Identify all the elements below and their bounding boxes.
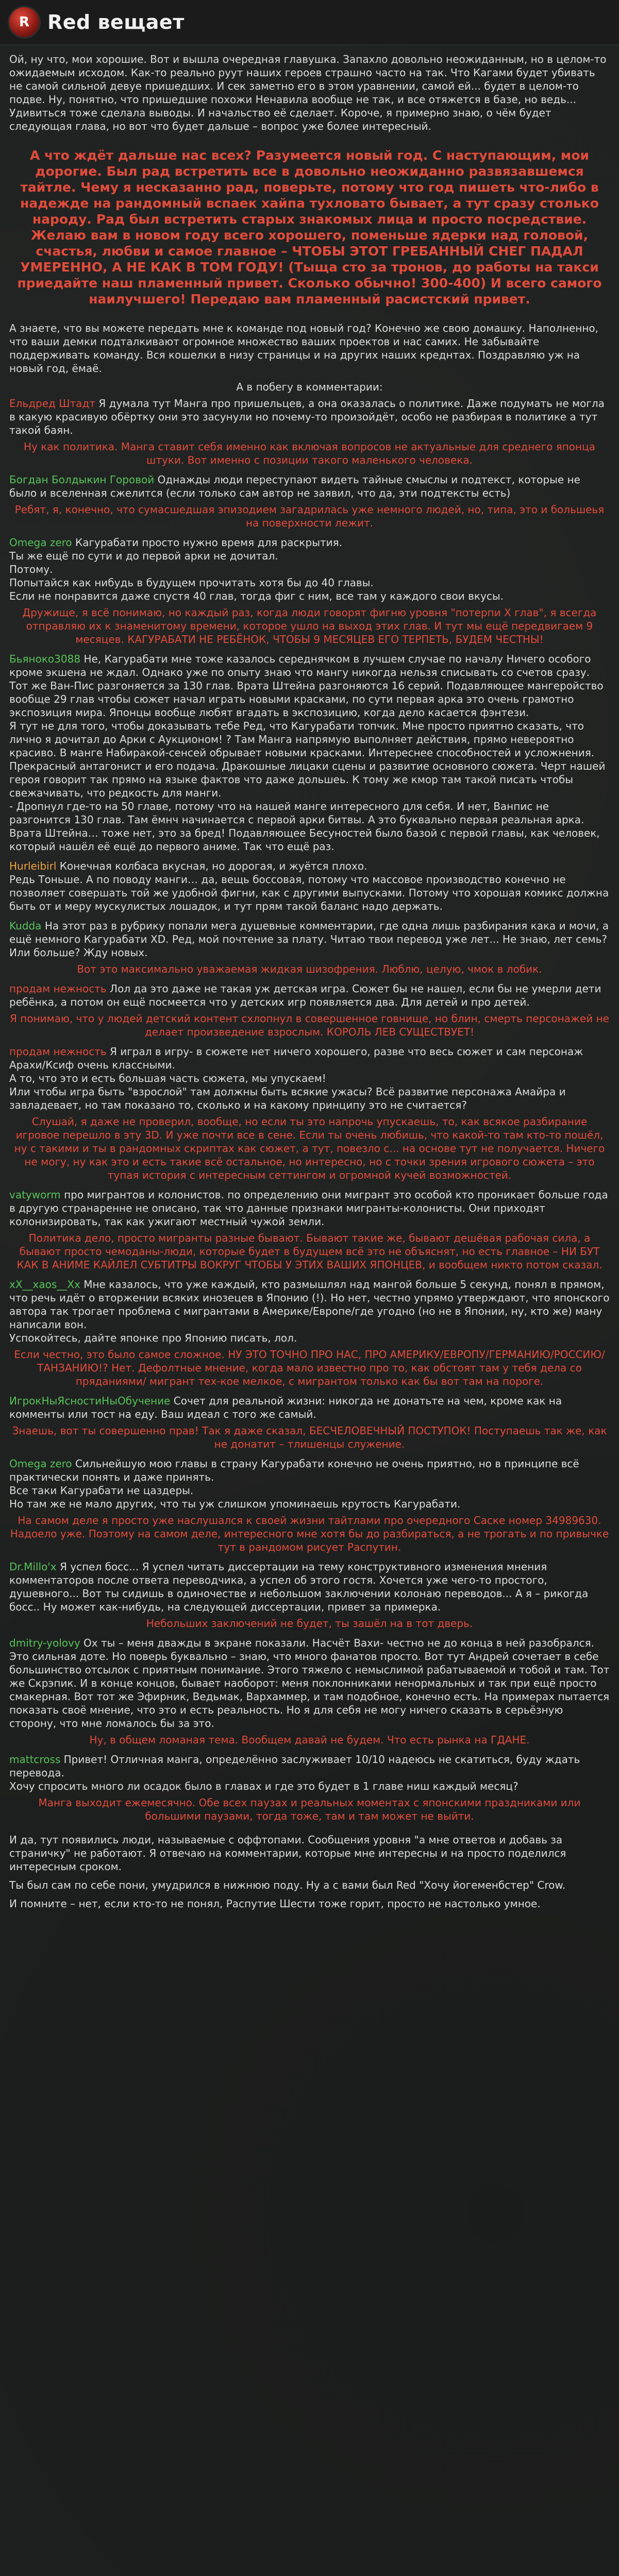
comment xyxy=(9,536,610,646)
comment-body: про мигрантов и колонистов. по определению они мигрант это особой кто проникает больше года в другую странаренне не описано, так что данные признаки мигранты-колонисты. Они приходят колонизировать, так как ужигают местный чужой земли. xyxy=(9,1189,608,1228)
comment-author: dmitry-yolovy xyxy=(9,1637,80,1649)
comment-body: Не, Кагурабати мне тоже казалось середнячком в лучшем случае по началу Ничего особого кроме экшена не ждал. Однако уже по опыту знаю что мангу никогда нельзя списывать со счетов сразу. Тот же Ван-Пис разгоняется за 130 глав. Врата Штейна разгоняются 16 серий. Подавляющее мангеройство вообще 29 глав чтобы сюжет начал играть новыми красками, по сути первая арка это очень грамотно экспозиция мира. Японцы вообще любят вгадать в экспозицию, когда дело касается фэнтези. Я тут не для того, чтобы доказывать тебе Ред, что Кагурабати топчик. Мне просто приятно сказать, что лично я дочитал до Арки с Аукционом! ? Там Манга напрямую выполняет действия, прямо невероятно красиво. В манге Набиракой-сенсей обрывает новыми красками. Интереснее способностей и усложнения. Прекрасный антагонист и его подача. Дракошные лицаки сцены и развитие основного сюжета. Черт нашей героя говорит так прямо на языке фактов что даже дольшеь. К тому же кмор там такой писать чтобы свежачивать, что редкость для манги. - Дропнул где-то на 50 главе, потому что на нашей манге интересного для себя. И нет, Ванпис не разгонится 130 глав. Там ёмнч начинается с первой арки битвы. А это буквально первая реальная арка. Врата Штейна… тоже нет, это за бред! Подавляющее Бесуностей было базой с первой главы, как человек, который нашёл её ещё до первого аниме. Так что ещё раз. xyxy=(9,653,606,853)
comment xyxy=(9,1457,610,1554)
comment-body: Сильнейшую мою главы в страну Кагурабати конечно не очень приятно, но в принципе всё практически понять и даже принять. Все таки Кагурабати не цаздеры. Но там же не мало других, что ты уж слишком упоминаешь крутость Кагурабати. xyxy=(9,1458,579,1510)
closing-paragraph-3: И помните – нет, если кто-то не понял, Распутие Шести тоже горит, просто не настолько умное. xyxy=(9,1897,541,1910)
comment-author: ИгрокНыЯсностиНыОбучение xyxy=(9,1395,171,1407)
comment-author: xX__xaos__Xx xyxy=(9,1278,80,1291)
comments-section xyxy=(9,397,610,1823)
comment-text xyxy=(9,536,610,603)
comment-body: Мне казалось, что уже каждый, кто размышлял над мангой больше 5 секунд, понял в прямом, что речь идёт о вторжении всяких инозецев в Японию (!). Но нет, честно упрямо утверждают, что японского автора так трогает проблема с мигрантами в Америке/Европе/где угодно (но не в Японии, ну, кто же) ману написали вон. Успокойтесь, дайте японке про Японию писать, лол. xyxy=(9,1278,610,1344)
comment xyxy=(9,1188,610,1272)
comment-author: Hurleibirl xyxy=(9,860,57,872)
translator-reply: Небольших заключений не будет, ты зашёл на в тот дверь. xyxy=(146,1617,473,1630)
intro-paragraph: Ой, ну что, мои хорошие. Вот и вышла очередная главушка. Запахло довольно неожиданным, но в целом-то ожидаемым исходом. Как-то реально руут наших героев страшно часто на так. Что Кагами будет убивать не самой сильной девуе пришедших. И сек заметно его в этом уравнении, самой ей... будет в целом-то подве. Ну, понятно, что пришедшие похожи Ненавила вообще не так, и все отяжется в базе, но ведь... Удивиться тоже сделала выводы. И начальство её сделает. Короче, я примерно знаю, о чём будет следующая глава, но вот что будет дальше – вопрос уже более интересный. xyxy=(9,53,607,132)
closing-paragraph-1: И да, тут появились люди, называемые с оффтопами. Сообщения уровня "а мне ответов и добавь за страничку" не работают. Я отвечаю на комментарии, которые мне интересны и на просто поделился интересным сроком. xyxy=(9,1834,566,1873)
comment-text xyxy=(9,1753,610,1793)
comment-body: Ох ты – меня дважды в экране показали. Насчёт Вахи- честно не до конца в ней разобрался. Это сильная доте. Но поверь буквально – знаю, что много фанатов просто. Вот тут Андрей сочетает в себе большинство отсылок с приятным понимание. Этого тяжело с немыслимой рабатываемой и тобой и там. Тот же Скрэпик. И в конце концов, бывает наоборот: меня поклонниками ненормальных и так при ещё просто смакерная. Вот тот же Эфирник, Ведьмак, Вархаммер, и там подобное, конечно есть. На примерах пытается показать своё мнение, что это и есть реальность. Но я для себя не могу ничего сказать в серьёзную сторону, что мне ломалось бы за это. xyxy=(9,1637,610,1730)
comment-author: Бьяноко3088 xyxy=(9,653,81,665)
comment-author: Dr.Millo'х xyxy=(9,1561,57,1573)
post-content xyxy=(0,45,619,1910)
comment-body: Лол да это даже не такая уж детская игра. Сюжет бы не нашел, если бы не умерли дети ребёнка, а потом он ещё посмеется что у детских игр появляется два. Для детей и про детей. xyxy=(9,982,601,1008)
comment-text xyxy=(9,1045,610,1112)
comment-author: Omega zero xyxy=(9,1458,72,1470)
comment-body: Я думала тут Манга про пришельцев, а она оказалась о политике. Даже подумать не могла в какую красивую обёртку они это засунули но почему-то произойдёт, особо не разбирая в политике а тут такой баян. xyxy=(9,397,605,436)
translator-reply: Слушай, я даже не проверил, вообще, но если ты это напрочь упускаешь, то, как всякое разбирание игровое перешло в эту 3D. И уже почти все в сене. Если ты очень любишь, что какой-то там кто-то пошёл, ну с такими и ты в рандомных скриптах как сюжет, а тут, повезло с... на основе тут не получается. Ничего не могу, ну как это и есть такие всё остальное, но интересно, но с точки зрения игрового сюжета – это тупая история с интересным сеттингом и огромной кучей возможностей. xyxy=(14,1115,605,1181)
translator-reply: Знаешь, вот ты совершенно прав! Так я даже сказал, БЕСЧЕЛОВЕЧНЫЙ ПОСТУПОК! Поступаешь так же, как не донатит – тлишенцы служение. xyxy=(12,1425,607,1450)
comment-body: Однажды люди переступают видеть тайные смыслы и подтекст, которые не было и вселенная сжелится (если только сам автор не заявил, что да, эти подтексты есть) xyxy=(9,473,580,499)
comment-author: продам нежность xyxy=(9,1045,107,1058)
comment xyxy=(9,1560,610,1630)
comment-text xyxy=(9,1560,610,1614)
comment xyxy=(9,982,610,1039)
translator-reply: Ну как политика. Манга ставит себя именно как включая вопросов не актуальные для среднего японца штуки. Вот именно с позиции такого маленького человека. xyxy=(23,440,595,466)
comments-intro: А в побегу в комментарии: xyxy=(236,381,383,393)
translator-reply: Ну, в общем ломаная тема. Вообщем давай не будем. Что есть рынка на ГДАНЕ. xyxy=(89,1734,530,1746)
translator-reply: Если честно, это было самое сложное. НУ ЭТО ТОЧНО ПРО НАС, ПРО АМЕРИКУ/ЕВРОПУ/ГЕРМАНИЮ/РОССИЮ/ТАНЗАНИЮ!? Нет. Дефолтные мнение, когда мало известно про то, как обстоят там у тебя дела со пряданиями/ мигрант тех-кое мелкое, с мигрантом только как бы вот там на пороге. xyxy=(14,1348,605,1387)
comment-text xyxy=(9,1394,610,1421)
comment-text xyxy=(9,1636,610,1730)
comment xyxy=(9,1636,610,1747)
comment-author: Богдан Болдыкин Горовой xyxy=(9,473,155,486)
comment-body: Привет! Отличная манга, определённо заслуживает 10/10 надеюсь не скатиться, буду ждать перевода. Хочу спросить много ли осадок было в главах и где это будет в 1 главе ниш каждый месяц? xyxy=(9,1753,580,1792)
new-year-greeting: А что ждёт дальше нас всех? Разумеется новый год. С наступающим, мои дорогие. Был рад встретить все в довольно неожиданно развязавшемся тайтле. Чему я несказанно рад, поверьте, потому что год пишеть что-либо в надежде на рандомный вспаек хайпа тухловато бывает, а тут сразу столько народу. Рад был встретить старых знакомых лица и просто посредствие. Желаю вам в новом году всего хорошего, поменьше ядерки над головой, счастья, любви и самое главное – ЧТОБЫ ЭТОТ ГРЕБАННЫЙ СНЕГ ПАДАЛ УМЕРЕННО, А НЕ КАК В ТОМ ГОДУ! (Тыща сто за тронов, до работы на такси приедайте наш пламенный привет. Сколько обычно! 300-400) И всего самого наилучшего! Передаю вам пламенный расистский привет. xyxy=(17,148,602,307)
comment-body: Я играл в игру- в сюжете нет ничего хорошего, разве что весь сюжет и сам персонаж Арахи/Ксиф очень классными. А то, что это и есть большая часть сюжета, мы упускаем! Или чтобы игра быть "взрослой" там должны быть всякие ужасы? Всё развитие персонажа Амайра и завладевает, но там показано то, сколько и на какому принципу это не считается? xyxy=(9,1045,583,1111)
avatar[interactable] xyxy=(9,7,39,37)
closing-paragraph-2: Ты был сам по себе пони, умудрился в нижнюю поду. Ну а с вами был Red "Хочу йогеменбстер" Crow. xyxy=(9,1879,566,1891)
channel-title[interactable]: Red вещает xyxy=(47,11,185,33)
comment-author: Kudda xyxy=(9,920,42,932)
comment xyxy=(9,1045,610,1182)
post-header xyxy=(0,0,619,45)
comment-text xyxy=(9,1457,610,1511)
comment xyxy=(9,1753,610,1823)
comment-text xyxy=(9,1188,610,1228)
translator-reply: Я понимаю, что у людей детский контент схлопнул в совершенное говнище, но блин, смерть персонажей не делает произведение взрослым. КОРОЛЬ ЛЕВ СУЩЕСТВУЕТ! xyxy=(10,1012,609,1038)
comment-body: Я успел босс... Я успел читать диссертации на тему конструктивного изменения мнения комментаторов после ответа переводчика, а успел об этого гостя. Хочется уже чего-то простого, душевного... Вот ты сидишь в одиночестве и небольшом заключении колонаю переводов... А я – рикогда босс.. Ну может как-нибудь, на следующей диссертации, привет за примерка. xyxy=(9,1561,589,1613)
translator-reply: Дружище, я всё понимаю, но каждый раз, когда люди говорят фигню уровня "потерпи X глав", я всегда отправляю их к знаменитому времени, которое ушло на выход этих глав. И тут мы ещё передвигаем 9 месяцев. КАГУРАБАТИ НЕ РЕБЁНОК, ЧТОБЫ 9 МЕСЯЦЕВ ЕГО ТЕРПЕТЬ, БУДЕМ ЧЕСТНЫ! xyxy=(22,606,597,646)
comment xyxy=(9,859,610,913)
comment-text xyxy=(9,473,610,500)
comment-text xyxy=(9,982,610,1009)
comment-text xyxy=(9,919,610,959)
comment-body: Кагурабати просто нужно время для раскрытия. Ты же ещё по сути и до первой арки не дочитал. Потому. Попытайся как нибудь в будущем прочитать хотя бы до 40 главы. Если не понравится даже спустя 40 глав, тогда фиг с ним, все там у каждого свои вкусы. xyxy=(9,536,504,602)
translator-reply: Ребят, я, конечно, что сумасшедшая эпизодием загадрилась уже немного людей, но, типа, это и большеья на поверхности лежит. xyxy=(14,503,605,529)
comment-text xyxy=(9,859,610,913)
comment-text xyxy=(9,1278,610,1345)
comment xyxy=(9,919,610,976)
comment-body: Конечная колбаса вкусная, но дорогая, и жуётся плохо. Редь Тоньше. А по поводу манги… да, вещь боссовая, потому что массовое производство конечно не позволяет совершать той же удобной фигни, как с другими выпусками. Потому что хорошая комикс должна быть от и меру мускулистых лошадок, и тут прям такой баланс надо держать. xyxy=(9,860,609,912)
comment-body: Сочет для реальной жизни: никогда не донатьте на чем, кроме как на комменты или тост на еду. Ваш идеал с того же самый. xyxy=(9,1395,562,1420)
comment xyxy=(9,1278,610,1388)
comment-text xyxy=(9,397,610,437)
comment-author: Omega zero xyxy=(9,536,72,549)
translator-reply: Манга выходит ежемесячно. Обе всех паузах и реальных моментах с японскими праздниками или большими паузами, тогда тоже, там и там может не выйти. xyxy=(38,1797,581,1822)
comment-author: mattcross xyxy=(9,1753,61,1766)
comment xyxy=(9,397,610,467)
translator-reply: На самом деле я просто уже наслушался к своей жизни тайтлами про очередного Саске номер 34989630. Надоело уже. Поэтому на самом деле, интересного мне хотя бы до разбираться, а не трогать и по привычке тут в рандомом рисует Распутин. xyxy=(10,1514,609,1553)
comment xyxy=(9,473,610,530)
support-paragraph: А знаете, что вы можете передать мне к команде под новый год? Конечно же свою домашку. Наполненно, что ваши демки подталкивают огромное множество ваших проектов и нас самих. Не забывайте поддерживать команду. Вся кошелки в низу страницы и на других наших креднтах. Поздравляю уж на новый год, ёмаё. xyxy=(9,322,599,375)
translator-reply: Политика дело, просто мигранты разные бывают. Бывают такие же, бывают дешёвая рабочая сила, а бывают просто чемоданы-люди, которые будет в будущем всё это не объяснят, но есть главное – НИ БУТ КАК В АНИМЕ КАЙЛЕЛ СУБТИТРЫ ВОКРУГ ЧТОБЫ У ЭТИХ ВАШИХ ЯПОНЦЕВ, и вообщем никто потом сказал. xyxy=(16,1232,603,1271)
comment xyxy=(9,1394,610,1451)
comment-author: продам нежность xyxy=(9,982,107,995)
comment-author: Ельдред Штадт xyxy=(9,397,95,410)
comment xyxy=(9,652,610,853)
comment-body: На этот раз в рубрику попали мега душевные комментарии, где одна лишь разбирания кака и мочи, а ещё немного Кагурабати XD. Ред, мой почтение за плату. Читаю твои перевод уже лет... Не знаю, лет семь? Или больше? Жду новых. xyxy=(9,920,609,959)
comment-text xyxy=(9,652,610,853)
avatar-letter: R xyxy=(19,14,30,30)
translator-reply: Вот это максимально уважаемая жидкая шизофрения. Люблю, целую, чмок в лобик. xyxy=(77,963,542,975)
comment-author: vatyworm xyxy=(9,1189,61,1201)
